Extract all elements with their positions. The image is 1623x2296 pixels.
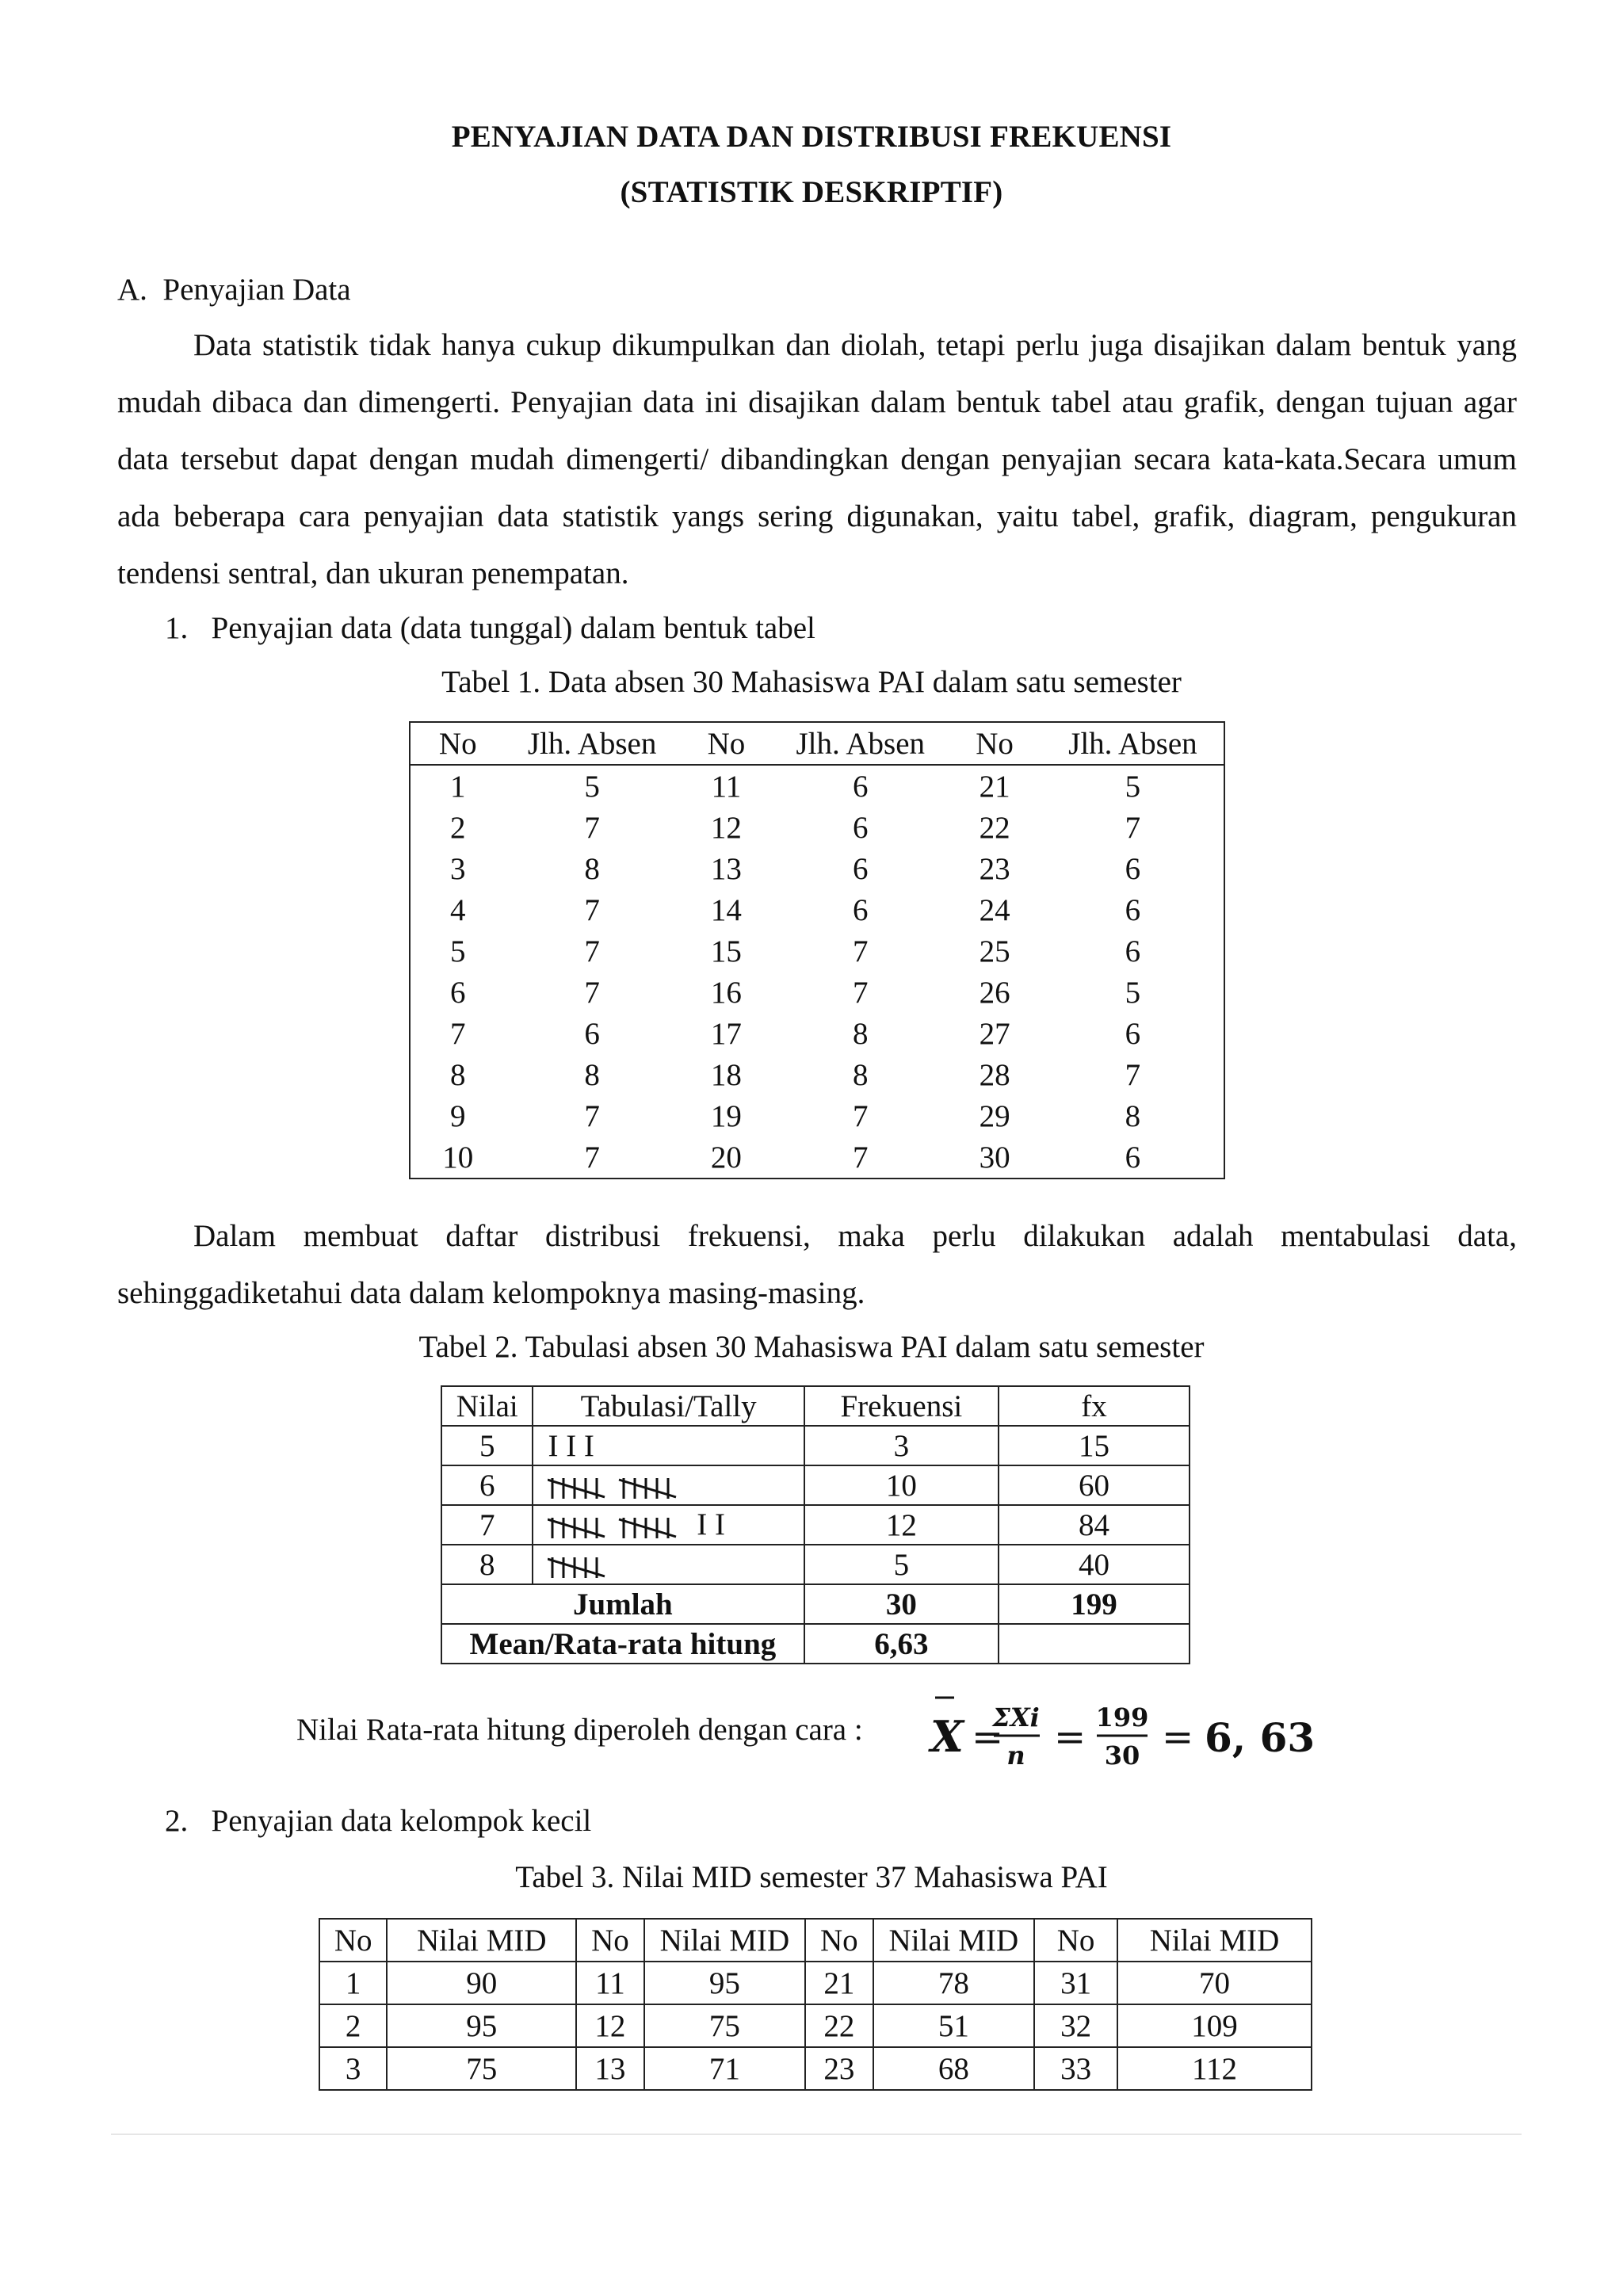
table-cell: 17 xyxy=(710,1016,742,1051)
table-cell: 16 xyxy=(710,975,742,1010)
table3-header: Nilai MID xyxy=(1117,1919,1312,1962)
fx-cell: 40 xyxy=(999,1545,1190,1584)
table-cell: 6 xyxy=(1125,1016,1141,1051)
table-cell: 25 xyxy=(979,934,1010,968)
formula-num1: ΣXi xyxy=(992,1702,1040,1733)
table-cell: 7 xyxy=(584,1140,600,1175)
formula-eq: = xyxy=(972,1715,1004,1759)
list-item-1: 1. Penyajian data (data tunggal) dalam bentuk tabel xyxy=(165,611,815,645)
table-cell: 21 xyxy=(805,1962,873,2004)
frekuensi-cell: 3 xyxy=(804,1426,999,1465)
table-cell: 27 xyxy=(979,1016,1010,1051)
frekuensi-cell: 5 xyxy=(804,1545,999,1584)
table1-header: No xyxy=(679,722,774,765)
table1-header: Jlh. Absen xyxy=(1042,722,1224,765)
table-cell: 95 xyxy=(644,1962,806,2004)
table-cell: 75 xyxy=(387,2047,576,2090)
nilai-cell: 7 xyxy=(441,1505,533,1545)
table-cell: 7 xyxy=(450,1016,466,1051)
table-cell: 29 xyxy=(979,1098,1010,1133)
table-cell: 6 xyxy=(853,851,869,886)
table-cell: 2 xyxy=(319,2004,387,2047)
jumlah-row xyxy=(441,1584,1190,1624)
table2-header: Frekuensi xyxy=(804,1386,999,1426)
table-cell: 2 xyxy=(450,810,466,845)
table-cell: 6 xyxy=(1125,1140,1141,1175)
formula-lead: Nilai Rata-rata hitung diperoleh dengan cara : xyxy=(296,1713,863,1747)
nilai-cell: 8 xyxy=(441,1545,533,1584)
table-cell: 75 xyxy=(644,2004,806,2047)
table-absen xyxy=(409,721,1225,1179)
document-subtitle: (STATISTIK DESKRIPTIF) xyxy=(620,175,1003,209)
table-cell: 6 xyxy=(584,1016,600,1051)
jumlah-label: Jumlah xyxy=(441,1584,804,1624)
table-cell: 21 xyxy=(979,769,1010,804)
table-cell: 5 xyxy=(584,769,600,804)
table-cell: 7 xyxy=(853,1098,869,1133)
table1-header: No xyxy=(947,722,1042,765)
table-cell: 15 xyxy=(710,934,742,968)
table-cell: 18 xyxy=(710,1057,742,1092)
table-cell: 90 xyxy=(387,1962,576,2004)
table-cell: 6 xyxy=(1125,851,1141,886)
table-cell: 12 xyxy=(576,2004,643,2047)
table-cell: 7 xyxy=(584,975,600,1010)
table-cell: 32 xyxy=(1034,2004,1117,2047)
intro-paragraph xyxy=(117,317,1517,602)
table3-header: No xyxy=(805,1919,873,1962)
table-cell: 6 xyxy=(450,975,466,1010)
table3-caption: Tabel 3. Nilai MID semester 37 Mahasiswa PAI xyxy=(515,1860,1108,1894)
table-row xyxy=(410,1137,1224,1179)
table3-header: No xyxy=(319,1919,387,1962)
formula-den2: 30 xyxy=(1104,1740,1140,1771)
table2-caption: Tabel 2. Tabulasi absen 30 Mahasiswa PAI dalam satu semester xyxy=(418,1330,1205,1364)
table-nilai-mid xyxy=(319,1918,1312,2091)
table3-header: Nilai MID xyxy=(387,1919,576,1962)
table-cell: 22 xyxy=(979,810,1010,845)
mean-empty-cell xyxy=(999,1624,1190,1664)
table-tabulasi xyxy=(441,1385,1190,1664)
table-cell: 19 xyxy=(710,1098,742,1133)
table-cell: 78 xyxy=(873,1962,1035,2004)
table3-header: No xyxy=(576,1919,643,1962)
table-cell: 7 xyxy=(584,934,600,968)
table-cell: 7 xyxy=(1125,1057,1141,1092)
frekuensi-cell: 10 xyxy=(804,1465,999,1505)
table-cell: 8 xyxy=(1125,1098,1141,1133)
table2-header: Tabulasi/Tally xyxy=(533,1386,804,1426)
formula-num2: 199 xyxy=(1095,1702,1149,1733)
formula-den1: n xyxy=(1006,1740,1025,1771)
table3-header: No xyxy=(1034,1919,1117,1962)
table-cell: 24 xyxy=(979,892,1010,927)
table-row xyxy=(319,1962,1312,2004)
table-cell: 6 xyxy=(853,810,869,845)
tally-text: I I xyxy=(697,1507,725,1541)
table-row xyxy=(441,1426,1190,1465)
table-row xyxy=(410,1095,1224,1137)
table2-header: Nilai xyxy=(441,1386,533,1426)
table2-header: fx xyxy=(999,1386,1190,1426)
table-cell: 95 xyxy=(387,2004,576,2047)
table-cell: 23 xyxy=(805,2047,873,2090)
table-row xyxy=(441,1465,1190,1505)
table-row xyxy=(410,889,1224,930)
mean-label: Mean/Rata-rata hitung xyxy=(441,1624,804,1664)
table-cell: 112 xyxy=(1117,2047,1312,2090)
table-cell: 7 xyxy=(853,934,869,968)
table-cell: 33 xyxy=(1034,2047,1117,2090)
formula-result: 6, 63 xyxy=(1205,1714,1316,1761)
table-cell: 9 xyxy=(450,1098,466,1133)
table-cell: 6 xyxy=(853,769,869,804)
table1-header: No xyxy=(410,722,506,765)
table-cell: 20 xyxy=(710,1140,742,1175)
table-cell: 13 xyxy=(710,851,742,886)
table-cell: 7 xyxy=(1125,810,1141,845)
jumlah-frekuensi: 30 xyxy=(804,1584,999,1624)
table-row xyxy=(410,807,1224,848)
table-cell: 6 xyxy=(1125,892,1141,927)
table-row xyxy=(441,1505,1190,1545)
table-cell: 68 xyxy=(873,2047,1035,2090)
table3-header-row xyxy=(319,1919,1312,1962)
table-cell: 11 xyxy=(576,1962,643,2004)
mean-row xyxy=(441,1624,1190,1664)
document-title: PENYAJIAN DATA DAN DISTRIBUSI FREKUENSI xyxy=(451,120,1172,154)
table-cell: 70 xyxy=(1117,1962,1312,2004)
table-cell: 8 xyxy=(853,1016,869,1051)
table-cell: 11 xyxy=(711,769,742,804)
table-cell: 3 xyxy=(319,2047,387,2090)
nilai-cell: 6 xyxy=(441,1465,533,1505)
tabulation-paragraph-text: Dalam membuat daftar distribusi frekuensi, maka perlu dilakukan adalah mentabulasi data, sehinggadiketahui data dalam kelompoknya masing-masing. xyxy=(117,1219,1517,1310)
table-cell: 30 xyxy=(979,1140,1010,1175)
table-row xyxy=(319,2004,1312,2047)
page-divider xyxy=(111,2134,1522,2135)
table1-caption: Tabel 1. Data absen 30 Mahasiswa PAI dalam satu semester xyxy=(441,665,1182,699)
table-cell: 6 xyxy=(1125,934,1141,968)
table-cell: 109 xyxy=(1117,2004,1312,2047)
table-row xyxy=(441,1545,1190,1584)
table-cell: 4 xyxy=(450,892,466,927)
tabulation-paragraph xyxy=(117,1208,1517,1322)
table-cell: 8 xyxy=(450,1057,466,1092)
table-cell: 13 xyxy=(576,2047,643,2090)
frekuensi-cell: 12 xyxy=(804,1505,999,1545)
table-row xyxy=(410,1054,1224,1095)
table1-header: Jlh. Absen xyxy=(773,722,947,765)
tally-mark-icon xyxy=(548,1472,722,1503)
jumlah-fx: 199 xyxy=(999,1584,1190,1624)
formula-xbar: X xyxy=(930,1711,964,1762)
table-row xyxy=(319,2047,1312,2090)
table-row xyxy=(410,930,1224,972)
table-cell: 7 xyxy=(584,1098,600,1133)
table-cell: 1 xyxy=(450,769,466,804)
table-cell: 5 xyxy=(1125,975,1141,1010)
tally-cell xyxy=(533,1426,804,1465)
table-cell: 28 xyxy=(979,1057,1010,1092)
table-row xyxy=(410,848,1224,889)
table-cell: 8 xyxy=(584,1057,600,1092)
table-row xyxy=(410,765,1224,807)
table-cell: 22 xyxy=(805,2004,873,2047)
table-cell: 26 xyxy=(979,975,1010,1010)
fx-cell: 60 xyxy=(999,1465,1190,1505)
nilai-cell: 5 xyxy=(441,1426,533,1465)
table-cell: 31 xyxy=(1034,1962,1117,2004)
table-cell: 8 xyxy=(853,1057,869,1092)
intro-paragraph-text: Data statistik tidak hanya cukup dikumpulkan dan diolah, tetapi perlu juga disajikan dalam bentuk yang mudah dibaca dan dimengerti. Penyajian data ini disajikan dalam bentuk tabel atau grafik, dengan tujuan agar data tersebut dapat dengan mudah dimengerti/ dibandingkan dengan penyajian secara kata-kata.Secara umum ada beberapa cara penyajian data statistik yangs sering digunakan, yaitu tabel, grafik, diagram, pengukuran tendensi sentral, dan ukuran penempatan. xyxy=(117,328,1517,590)
mean-formula xyxy=(927,1688,1371,1775)
tally-cell xyxy=(533,1465,804,1505)
table-cell: 7 xyxy=(584,892,600,927)
table-cell: 5 xyxy=(450,934,466,968)
tally-cell xyxy=(533,1545,804,1584)
table-cell: 14 xyxy=(710,892,742,927)
formula-eq2: = xyxy=(1054,1715,1086,1759)
list-item-2: 2. Penyajian data kelompok kecil xyxy=(165,1804,592,1838)
table1-header: Jlh. Absen xyxy=(506,722,679,765)
table-cell: 51 xyxy=(873,2004,1035,2047)
table1-header-row xyxy=(410,722,1224,765)
table-cell: 71 xyxy=(644,2047,806,2090)
table-cell: 7 xyxy=(853,1140,869,1175)
table-cell: 10 xyxy=(442,1140,474,1175)
table-row xyxy=(410,972,1224,1013)
table-cell: 7 xyxy=(853,975,869,1010)
tally-mark-icon xyxy=(548,1511,689,1543)
tally-text: I I I xyxy=(548,1428,594,1463)
tally-mark-icon xyxy=(548,1551,614,1583)
table-cell: 6 xyxy=(853,892,869,927)
mean-value: 6,63 xyxy=(804,1624,999,1664)
table-cell: 12 xyxy=(710,810,742,845)
table-cell: 3 xyxy=(450,851,466,886)
section-heading-a: A. Penyajian Data xyxy=(117,273,351,307)
table3-header: Nilai MID xyxy=(873,1919,1035,1962)
table-cell: 23 xyxy=(979,851,1010,886)
tally-cell xyxy=(533,1505,804,1545)
table2-header-row xyxy=(441,1386,1190,1426)
fx-cell: 84 xyxy=(999,1505,1190,1545)
fx-cell: 15 xyxy=(999,1426,1190,1465)
table3-header: Nilai MID xyxy=(644,1919,806,1962)
table-cell: 7 xyxy=(584,810,600,845)
formula-eq3: = xyxy=(1162,1715,1194,1759)
table-cell: 1 xyxy=(319,1962,387,2004)
table-cell: 8 xyxy=(584,851,600,886)
table-cell: 5 xyxy=(1125,769,1141,804)
table-row xyxy=(410,1013,1224,1054)
